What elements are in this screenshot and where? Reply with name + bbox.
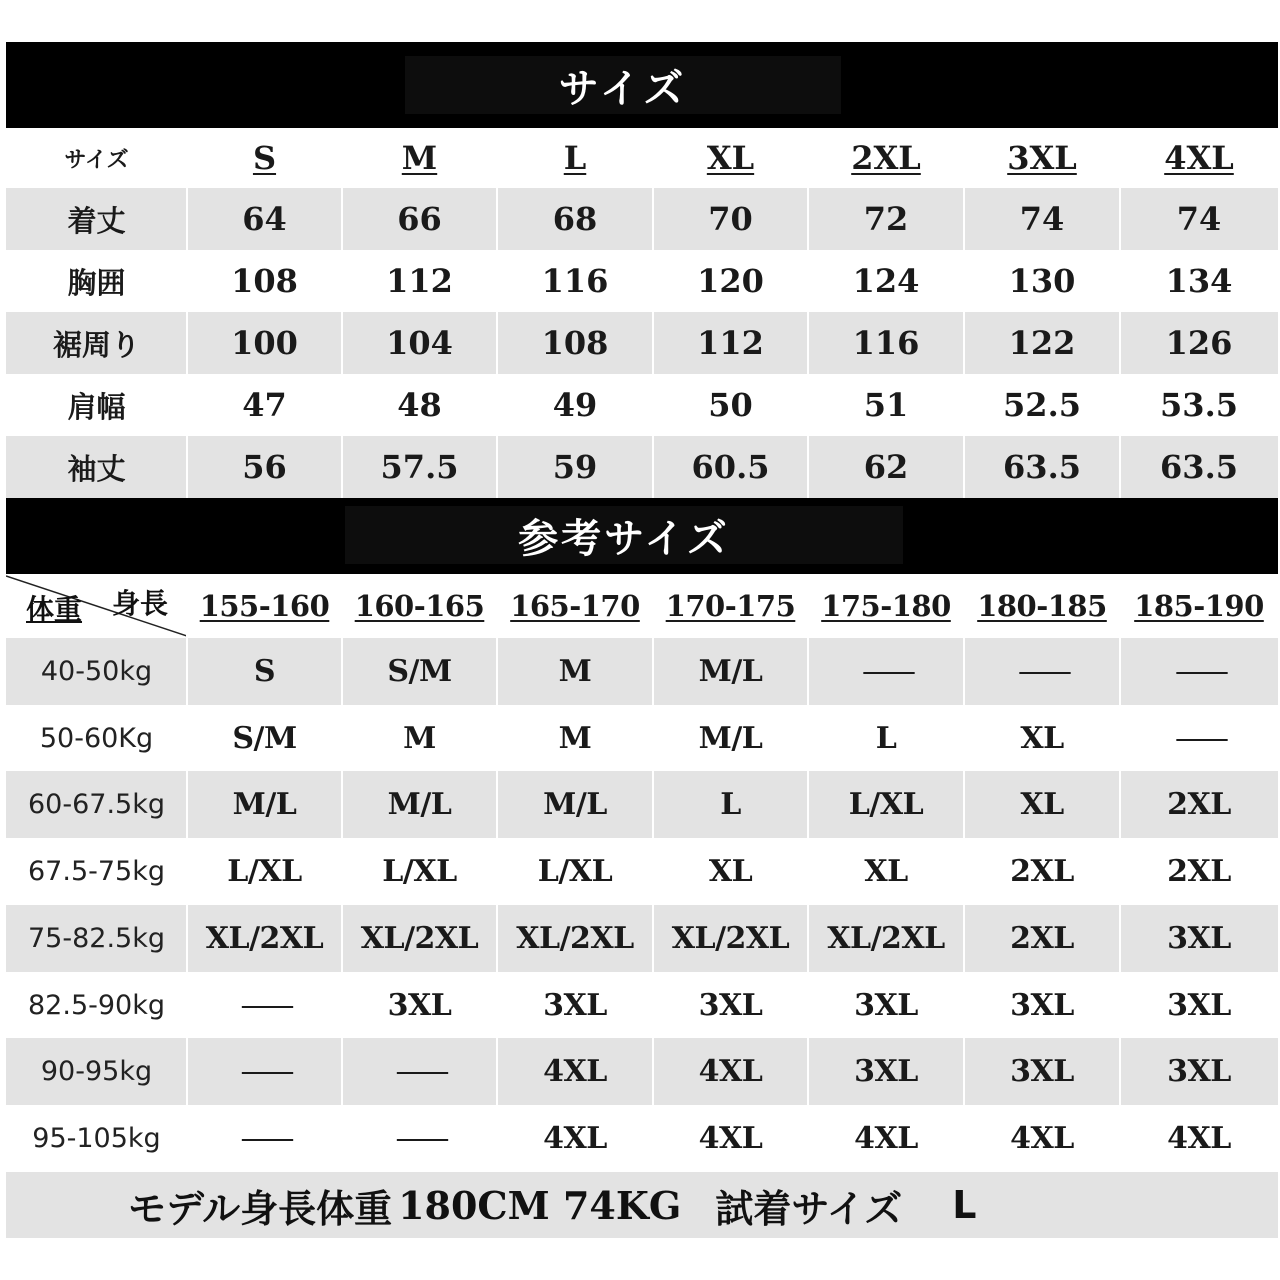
recommended-size-cell: 3XL	[854, 988, 918, 1023]
size-value-cell: 49	[552, 386, 598, 424]
recommended-size-cell: L/XL	[848, 787, 924, 822]
recommended-size-cell: L	[875, 721, 897, 756]
recommended-size-cell: M/L	[698, 721, 763, 756]
column-divider	[341, 574, 343, 1172]
size-column-header: 4XL	[1164, 139, 1234, 177]
recommended-size-cell: 3XL	[1167, 921, 1231, 956]
size-value-cell: 72	[863, 200, 909, 238]
column-divider	[963, 574, 965, 1172]
recommended-size-cell: ——	[395, 1121, 444, 1156]
recommended-size-cell: 3XL	[1010, 1054, 1074, 1089]
recommended-size-cell: 3XL	[854, 1054, 918, 1089]
size-column-header: XL	[706, 139, 755, 177]
height-column-header: 185-190	[1134, 589, 1264, 623]
size-table-title: サイズ	[558, 65, 688, 112]
height-column-header: 170-175	[665, 589, 796, 623]
recommended-size-cell: S/M	[387, 654, 452, 689]
size-row-label: 裾周り	[52, 327, 140, 362]
weight-row-label: 60-67.5kg	[28, 789, 165, 820]
height-column-header: 160-165	[354, 589, 485, 623]
size-value-cell: 51	[863, 386, 909, 424]
size-banner-title-box	[405, 56, 841, 114]
recommended-size-cell: XL	[1020, 721, 1064, 756]
recommended-size-cell: M/L	[387, 787, 452, 822]
recommended-size-cell: 3XL	[1010, 988, 1074, 1023]
recommended-size-cell: 4XL	[698, 1054, 763, 1089]
recommended-size-cell: L/XL	[537, 854, 613, 889]
size-value-cell: 122	[1008, 324, 1076, 362]
size-row-label: 胸囲	[67, 265, 126, 300]
recommended-size-cell: ——	[1175, 721, 1223, 756]
corner-cell	[6, 574, 187, 638]
recommended-size-cell: S/M	[232, 721, 297, 756]
weight-row-label: 67.5-75kg	[28, 856, 165, 887]
size-column-header: 3XL	[1007, 139, 1077, 177]
weight-row-label: 75-82.5kg	[28, 923, 165, 954]
size-value-cell: 68	[552, 200, 598, 238]
recommended-size-cell: L/XL	[382, 854, 457, 889]
height-column-header: 180-185	[977, 589, 1107, 623]
recommended-size-cell: XL	[864, 854, 908, 889]
recommended-size-cell: 2XL	[1167, 854, 1231, 889]
weight-row-label: 90-95kg	[40, 1056, 153, 1087]
recommended-size-cell: L/XL	[227, 854, 302, 889]
recommended-size-cell: 3XL	[387, 988, 452, 1023]
size-value-cell: 48	[397, 386, 442, 424]
weight-row-label: 82.5-90kg	[28, 990, 165, 1021]
corner-height-label: 身長	[112, 587, 169, 620]
recommended-size-cell: 2XL	[1010, 921, 1074, 956]
column-divider	[807, 574, 809, 1172]
recommended-size-cell: XL/2XL	[516, 921, 634, 956]
corner-weight-label: 体重	[26, 593, 83, 626]
recommended-size-cell: 2XL	[1167, 787, 1231, 822]
size-row-label: 肩幅	[67, 389, 126, 424]
recommended-size-cell: ——	[1175, 654, 1223, 689]
height-column-header: 165-170	[510, 589, 640, 623]
size-value-cell: 126	[1165, 324, 1233, 362]
column-divider	[186, 128, 188, 498]
recommended-size-cell: M/L	[232, 787, 297, 822]
column-divider	[963, 128, 965, 498]
model-label: モデル身長体重	[128, 1186, 393, 1231]
recommended-size-cell: 4XL	[1167, 1121, 1231, 1156]
height-column-header: 175-180	[821, 589, 951, 623]
size-value-cell: 134	[1165, 262, 1233, 300]
size-value-cell: 124	[852, 262, 920, 300]
size-value-cell: 60.5	[691, 448, 770, 486]
recommended-size-cell: 2XL	[1010, 854, 1074, 889]
size-value-cell: 130	[1008, 262, 1076, 300]
size-value-cell: 52.5	[1003, 386, 1081, 424]
fitting-size: L	[952, 1183, 977, 1227]
recommended-size-cell: M	[558, 654, 592, 689]
column-divider	[186, 574, 188, 1172]
recommended-size-cell: XL/2XL	[360, 921, 479, 956]
fitting-label: 試着サイズ	[715, 1186, 903, 1231]
size-value-cell: 63.5	[1160, 448, 1238, 486]
recommended-size-cell: L	[720, 787, 741, 822]
recommended-size-cell: M/L	[698, 654, 763, 689]
model-stats: 180CM 74KG	[398, 1182, 682, 1228]
recommended-size-cell: XL	[708, 854, 753, 889]
size-value-cell: 108	[231, 262, 298, 300]
recommended-size-cell: XL/2XL	[205, 921, 324, 956]
recommended-size-cell: XL/2XL	[671, 921, 790, 956]
size-value-cell: 116	[541, 262, 609, 300]
recommended-size-cell: 4XL	[854, 1121, 918, 1156]
recommended-size-cell: XL	[1020, 787, 1064, 822]
size-column-header: 2XL	[851, 139, 921, 177]
recommended-size-cell: M	[403, 721, 436, 756]
recommended-size-cell: 4XL	[543, 1121, 607, 1156]
size-value-cell: 104	[386, 324, 453, 362]
recommended-size-cell: 3XL	[1167, 988, 1231, 1023]
recommended-size-cell: 3XL	[698, 988, 763, 1023]
size-value-cell: 53.5	[1160, 386, 1238, 424]
recommended-size-cell: S	[253, 654, 276, 689]
size-value-cell: 112	[386, 262, 453, 300]
size-value-cell: 112	[697, 324, 764, 362]
recommended-size-cell: ——	[862, 654, 910, 689]
recommended-size-cell: ——	[240, 1054, 289, 1089]
size-value-cell: 70	[708, 200, 753, 238]
size-value-cell: 63.5	[1003, 448, 1081, 486]
recommended-size-cell: M/L	[543, 787, 607, 822]
recommended-size-cell: 4XL	[543, 1054, 607, 1089]
size-column-header: L	[563, 139, 587, 177]
size-value-cell: 57.5	[380, 448, 459, 486]
size-value-cell: 62	[863, 448, 909, 486]
size-value-cell: 116	[852, 324, 920, 362]
size-column-header: M	[401, 139, 438, 177]
size-value-cell: 47	[242, 386, 287, 424]
column-divider	[652, 128, 654, 498]
recommended-size-cell: 3XL	[543, 988, 607, 1023]
size-value-cell: 50	[708, 386, 753, 424]
size-row-label: 着丈	[67, 203, 126, 238]
reference-banner-title-box	[345, 506, 903, 564]
weight-row-label: 95-105kg	[32, 1123, 161, 1154]
size-column-header: S	[252, 139, 277, 177]
recommended-size-cell: 4XL	[1010, 1121, 1074, 1156]
size-value-cell: 56	[242, 448, 287, 486]
column-divider	[652, 574, 654, 1172]
recommended-size-cell: ——	[240, 988, 289, 1023]
recommended-size-cell: 4XL	[698, 1121, 763, 1156]
size-value-cell: 74	[1176, 200, 1222, 238]
height-column-header: 155-160	[199, 589, 330, 623]
column-divider	[341, 128, 343, 498]
weight-row-label: 50-60Kg	[39, 723, 154, 754]
recommended-size-cell: XL/2XL	[827, 921, 945, 956]
recommended-size-cell: ——	[240, 1121, 289, 1156]
recommended-size-cell: 3XL	[1167, 1054, 1231, 1089]
size-value-cell: 66	[397, 200, 442, 238]
size-value-cell: 120	[697, 262, 764, 300]
footer-model-info	[128, 1172, 977, 1238]
column-divider	[496, 128, 498, 498]
column-divider	[1119, 574, 1121, 1172]
column-divider	[1119, 128, 1121, 498]
column-divider	[496, 574, 498, 1172]
column-divider	[807, 128, 809, 498]
size-value-cell: 74	[1019, 200, 1065, 238]
recommended-size-cell: M	[558, 721, 592, 756]
recommended-size-cell: ——	[1018, 654, 1066, 689]
recommended-size-cell: ——	[395, 1054, 444, 1089]
size-row-label: 袖丈	[67, 451, 126, 486]
reference-table-title: 参考サイズ	[518, 515, 730, 562]
weight-row-label: 40-50kg	[40, 656, 153, 687]
size-value-cell: 64	[242, 200, 287, 238]
size-value-cell: 108	[541, 324, 609, 362]
size-value-cell: 59	[552, 448, 598, 486]
size-header-label: サイズ	[64, 147, 129, 173]
size-value-cell: 100	[231, 324, 298, 362]
